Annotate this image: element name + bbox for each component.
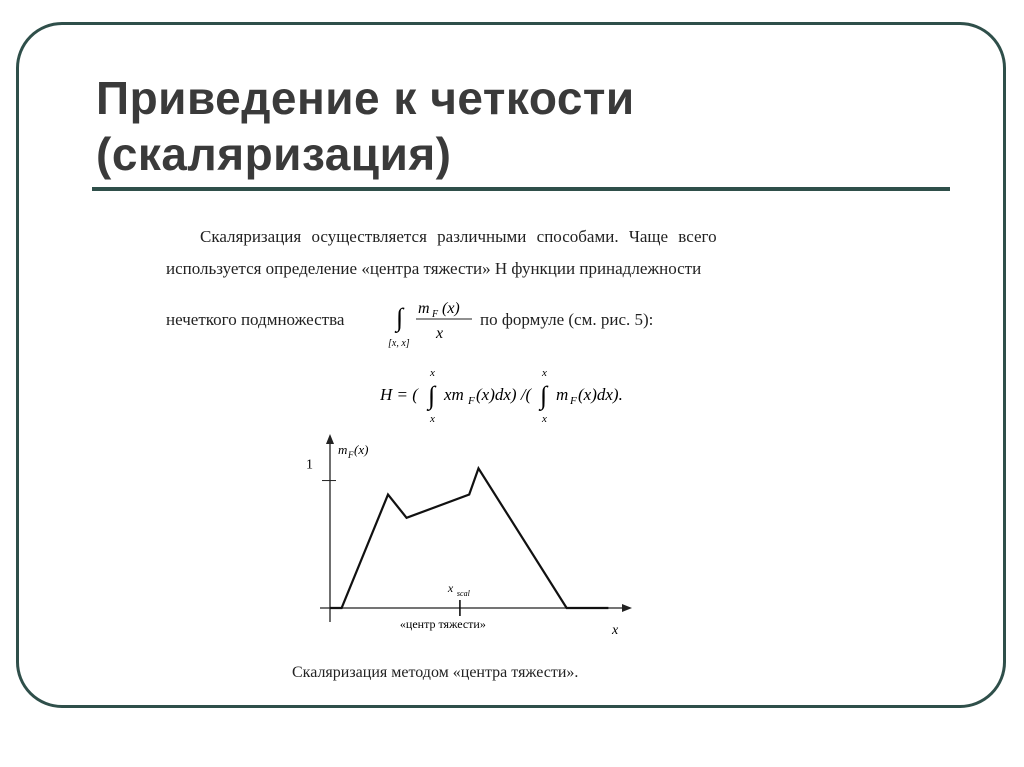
centroid-formula [380, 366, 660, 426]
title-line-2: (скаляризация) [96, 128, 452, 180]
centroid-label: x [447, 581, 454, 595]
y-axis-arrow [326, 434, 334, 444]
formula-body-2: m [556, 385, 569, 404]
int-limits: [x, x] [388, 338, 410, 349]
svg-text:∫: ∫ [540, 381, 548, 410]
title-line-1: Приведение к четкости [96, 72, 635, 124]
formula-body-1: xm [444, 385, 464, 404]
text-line-1: Скаляризация осуществляется различными способами. Чаще всего [200, 227, 717, 246]
y-axis-label: m [338, 442, 348, 457]
lower-limit-1: x [430, 413, 435, 425]
x-axis-label: x [612, 623, 619, 638]
x-axis-arrow [622, 604, 632, 612]
formula-arg-2: (x)dx). [578, 385, 623, 404]
centroid-caption: «центр тяжести» [399, 617, 486, 631]
inline-integral-formula [386, 296, 476, 351]
membership-curve [330, 468, 608, 608]
figure-caption: Скаляризация методом «центра тяжести». [292, 664, 579, 681]
lower-limit-2: x [542, 413, 547, 425]
y-tick-label: 1 [306, 457, 313, 473]
centroid-label-sub: scal [456, 589, 470, 598]
y-axis-label-sub: F [348, 450, 354, 460]
frac-numerator-arg: (x) [442, 300, 460, 317]
upper-limit-1: x [430, 367, 435, 379]
formula-lhs: H = ( [380, 385, 418, 404]
text-line-2: используется определение «центра тяжести» H функции принадлежности [166, 259, 702, 278]
formula-sub-2: F [570, 395, 577, 407]
frac-denominator: x [436, 325, 444, 342]
formula-sub-1: F [468, 395, 475, 407]
text-line-3-after: по формуле (см. рис. 5): [480, 310, 654, 329]
y-axis-label-arg: (x) [354, 442, 369, 457]
formula-arg-1: (x)dx) /( [476, 385, 532, 404]
frac-numerator: m [418, 300, 430, 317]
membership-chart [290, 432, 650, 642]
frac-numerator-sub: F [432, 309, 439, 320]
slide-title [96, 70, 635, 182]
svg-text:∫: ∫ [428, 381, 436, 410]
svg-text:∫: ∫ [396, 303, 404, 332]
upper-limit-2: x [542, 367, 547, 379]
title-underline [92, 187, 950, 191]
text-line-3: нечеткого подмножества [166, 310, 345, 329]
